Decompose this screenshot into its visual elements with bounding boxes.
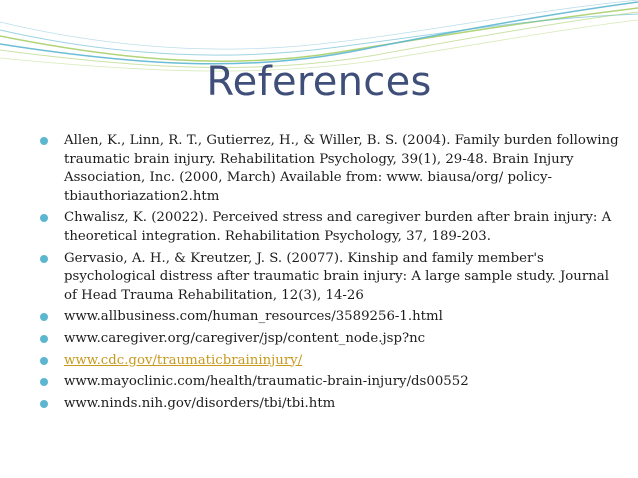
reference-item (40, 330, 620, 349)
bullet-icon (40, 137, 48, 145)
bullet-icon (40, 313, 48, 321)
bullet-icon (40, 335, 48, 343)
page-title: References (206, 59, 432, 105)
reference-item (40, 209, 620, 246)
reference-text: www.caregiver.org/caregiver/jsp/content_node.jsp?nc (64, 330, 426, 346)
reference-item[interactable] (40, 352, 620, 371)
bullet-icon (40, 357, 48, 365)
reference-list (40, 132, 620, 416)
reference-text: www.allbusiness.com/human_resources/3589256-1.html (64, 309, 443, 325)
bullet-icon (40, 214, 48, 222)
bullet-icon (40, 255, 48, 263)
reference-item (40, 373, 620, 392)
reference-text: Allen, K., Linn, R. T., Gutierrez, H., & Willer, B. S. (2004). Family burden following traumatic brain injury. Rehabilitation Psychology, 39(1), 29-48. Brain Injury Association, Inc. (2000, March) Available from: www. biausa/org/ policy-tbiauthoriazation2.htm (64, 133, 619, 204)
reference-text: Gervasio, A. H., & Kreutzer, J. S. (20077). Kinship and family member's psychological distress after traumatic brain injury: A large sample study. Journal of Head Trauma Rehabilitation, 12(3), 14-26 (64, 250, 609, 303)
reference-link[interactable]: www.cdc.gov/traumaticbraininjury/ (64, 352, 303, 368)
bullet-icon (40, 378, 48, 386)
reference-item (40, 308, 620, 327)
reference-item (40, 250, 620, 306)
reference-item (40, 132, 620, 206)
bullet-icon (40, 400, 48, 408)
reference-text: www.mayoclinic.com/health/traumatic-brain-injury/ds00552 (64, 374, 469, 390)
reference-item (40, 395, 620, 414)
reference-text: www.ninds.nih.gov/disorders/tbi/tbi.htm (64, 395, 336, 411)
reference-text: Chwalisz, K. (20022). Perceived stress and caregiver burden after brain injury: A theoretical integration. Rehabilitation Psychology, 37, 189-203. (64, 210, 612, 244)
